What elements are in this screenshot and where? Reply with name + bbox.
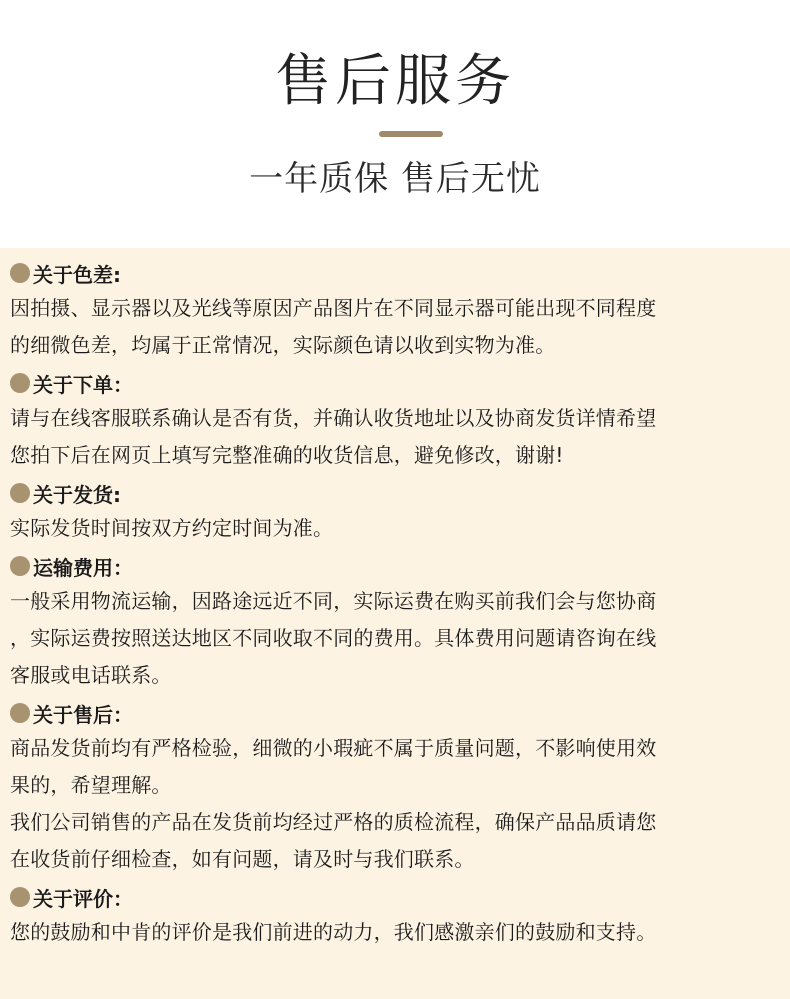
page-header [0,0,790,248]
section-line: 一般采用物流运输，因路途远近不同，实际运费在购买前我们会与您协商 [10,589,657,613]
section-heading [10,476,780,510]
bullet-dot-icon [10,483,30,503]
section-heading-text: 关于色差: [33,262,121,287]
section-line: 果的，希望理解。 [10,773,172,797]
section-heading-text: 关于下单： [33,372,133,397]
section-reviews [10,880,780,951]
section-heading-text: 关于评价： [33,886,133,911]
page-title: 售后服务 [275,49,515,114]
title-underline [379,131,443,137]
section-heading [10,366,780,400]
section-line: 商品发货前均有严格检验，细微的小瑕疵不属于质量问题，不影响使用效 [10,736,657,760]
section-line: 请与在线客服联系确认是否有货，并确认收货地址以及协商发货详情希望 [10,406,657,430]
section-heading-text: 关于发货: [33,482,121,507]
bullet-dot-icon [10,373,30,393]
bullet-dot-icon [10,887,30,907]
section-heading [10,880,780,914]
section-heading [10,549,780,583]
section-line: 您拍下后在网页上填写完整准确的收货信息，避免修改，谢谢! [10,443,564,467]
page-subtitle: 一年质保 售后无忧 [249,159,541,199]
section-shipping-cost [10,549,780,694]
section-heading [10,256,780,290]
bullet-dot-icon [10,263,30,283]
bullet-dot-icon [10,703,30,723]
section-color-difference [10,256,780,364]
section-line: 在收货前仔细检查，如有问题，请及时与我们联系。 [10,847,475,871]
section-line: 客服或电话联系。 [10,663,172,687]
section-ordering [10,366,780,474]
section-heading [10,696,780,730]
section-heading-text: 关于售后： [33,702,133,727]
section-line: 因拍摄、显示器以及光线等原因产品图片在不同显示器可能出现不同程度 [10,296,657,320]
section-line: 的细微色差，均属于正常情况，实际颜色请以收到实物为准。 [10,333,556,357]
section-line: ，实际运费按照送达地区不同收取不同的费用。具体费用问题请咨询在线 [10,626,657,650]
section-line: 您的鼓励和中肯的评价是我们前进的动力，我们感激亲们的鼓励和支持。 [10,920,657,944]
section-after-sales [10,696,780,878]
section-line: 我们公司销售的产品在发货前均经过严格的质检流程，确保产品品质请您 [10,810,657,834]
section-shipping [10,476,780,547]
section-heading-text: 运输费用： [33,555,133,580]
bullet-dot-icon [10,556,30,576]
info-panel [0,248,790,999]
section-line: 实际发货时间按双方约定时间为准。 [10,516,334,540]
